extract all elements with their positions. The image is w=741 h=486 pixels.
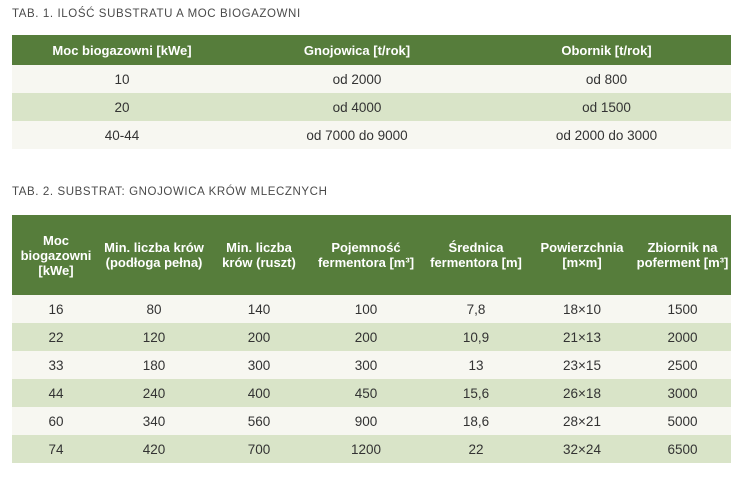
table-cell: 60 [12,407,100,435]
table-cell: 13 [422,351,530,379]
column-header: Zbiornik na poferment [m³] [634,215,731,295]
table-row [12,295,731,323]
column-header: Gnojowica [t/rok] [232,35,482,65]
column-header: Średnica fermentora [m] [422,215,530,295]
table-cell: 32×24 [530,435,634,463]
table-row [12,351,731,379]
table-cell: 1200 [310,435,422,463]
table-cell: 300 [208,351,310,379]
table-cell: 2000 [634,323,731,351]
table-cell: 6500 [634,435,731,463]
substrate-power-table [12,35,731,149]
table-header-row [12,35,731,65]
table-2-caption: TAB. 2. SUBSTRAT: GNOJOWICA KRÓW MLECZNYCH [12,186,328,198]
table-row [12,65,731,93]
table-cell: 340 [100,407,208,435]
table-cell: 5000 [634,407,731,435]
table-cell: 120 [100,323,208,351]
column-header: Powierzchnia [m×m] [530,215,634,295]
table-cell: od 7000 do 9000 [232,121,482,149]
table-cell: 80 [100,295,208,323]
table-cell: 200 [208,323,310,351]
table-cell: 900 [310,407,422,435]
column-header: Min. liczba krów (podłoga pełna) [100,215,208,295]
table-cell: 700 [208,435,310,463]
table-cell: 74 [12,435,100,463]
table-cell: 16 [12,295,100,323]
column-header: Moc biogazowni [kWe] [12,35,232,65]
table-cell: 44 [12,379,100,407]
table-cell: 20 [12,93,232,121]
table-cell: od 1500 [482,93,731,121]
table-cell: 560 [208,407,310,435]
table-row [12,379,731,407]
table-cell: 33 [12,351,100,379]
table-cell: 300 [310,351,422,379]
table-cell: od 2000 [232,65,482,93]
table-cell: 140 [208,295,310,323]
table-cell: 21×13 [530,323,634,351]
table-cell: 1500 [634,295,731,323]
table-cell: 22 [12,323,100,351]
column-header: Obornik [t/rok] [482,35,731,65]
table-cell: 22 [422,435,530,463]
table-row [12,407,731,435]
column-header: Pojemność fermentora [m³] [310,215,422,295]
table-header-row [12,215,731,295]
table-cell: od 4000 [232,93,482,121]
table-cell: 420 [100,435,208,463]
table-cell: 40-44 [12,121,232,149]
table-cell: 400 [208,379,310,407]
table-cell: 18,6 [422,407,530,435]
table-1-caption: TAB. 1. ILOŚĆ SUBSTRATU A MOC BIOGAZOWNI [12,8,301,20]
table-cell: 15,6 [422,379,530,407]
table-cell: 180 [100,351,208,379]
table-cell: 10,9 [422,323,530,351]
table-row [12,121,731,149]
table-row [12,435,731,463]
table-cell: 23×15 [530,351,634,379]
table-cell: od 800 [482,65,731,93]
table-cell: 10 [12,65,232,93]
column-header: Moc biogazowni [kWe] [12,215,100,295]
table-cell: 26×18 [530,379,634,407]
table-cell: 28×21 [530,407,634,435]
table-row [12,323,731,351]
table-row [12,93,731,121]
table-cell: 200 [310,323,422,351]
table-cell: 2500 [634,351,731,379]
table-cell: 3000 [634,379,731,407]
dairy-cow-slurry-table [12,215,731,463]
table-cell: 450 [310,379,422,407]
table-cell: 100 [310,295,422,323]
table-cell: 240 [100,379,208,407]
table-cell: od 2000 do 3000 [482,121,731,149]
table-cell: 18×10 [530,295,634,323]
column-header: Min. liczba krów (ruszt) [208,215,310,295]
table-cell: 7,8 [422,295,530,323]
